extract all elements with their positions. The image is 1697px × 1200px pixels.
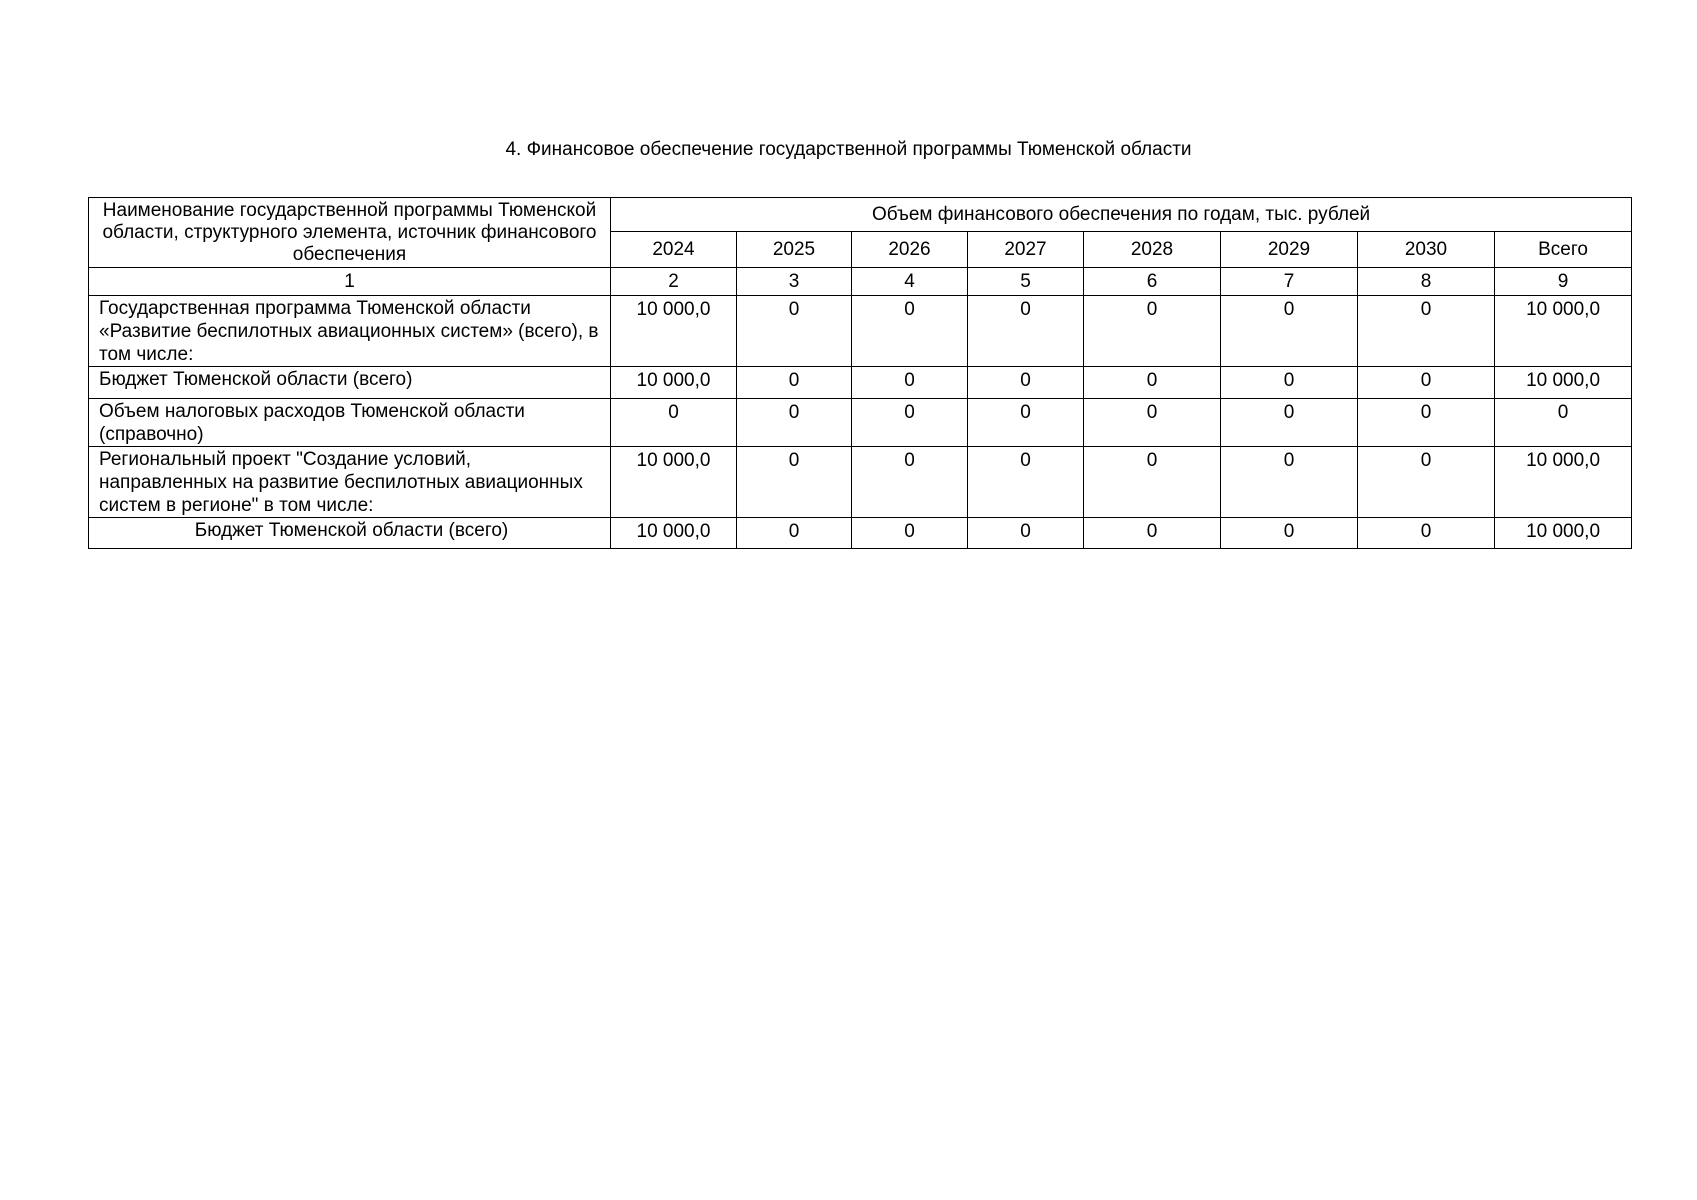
column-number: 3 [737, 268, 852, 296]
table-row [89, 447, 1632, 518]
year-header-2026: 2026 [852, 232, 968, 268]
value-cell: 0 [968, 399, 1084, 447]
year-header-2024: 2024 [611, 232, 737, 268]
value-cell: 0 [737, 399, 852, 447]
name-column-header: Наименование государственной программы Тюменской области, структурного элемента, источник финансового обеспечения [89, 198, 611, 268]
value-cell: 0 [1084, 296, 1221, 367]
table-row [89, 296, 1632, 367]
column-number: 6 [1084, 268, 1221, 296]
value-cell: 0 [737, 447, 852, 518]
value-cell: 0 [852, 447, 968, 518]
year-header-2027: 2027 [968, 232, 1084, 268]
value-cell: 10 000,0 [611, 518, 737, 549]
value-cell: 0 [737, 367, 852, 399]
financing-table [88, 197, 1632, 549]
value-cell: 0 [852, 399, 968, 447]
row-name: Государственная программа Тюменской области «Развитие беспилотных авиационных систем» (всего), в том числе: [89, 296, 611, 367]
value-cell: 0 [852, 518, 968, 549]
column-number: 1 [89, 268, 611, 296]
value-cell: 0 [1358, 518, 1495, 549]
row-name: Бюджет Тюменской области (всего) [89, 367, 611, 399]
column-number: 4 [852, 268, 968, 296]
value-cell: 0 [968, 367, 1084, 399]
value-cell: 10 000,0 [1495, 367, 1632, 399]
year-header-2029: 2029 [1221, 232, 1358, 268]
column-number: 8 [1358, 268, 1495, 296]
header-row-group [89, 198, 1632, 232]
value-cell: 0 [1495, 399, 1632, 447]
value-cell: 0 [1358, 399, 1495, 447]
value-cell: 0 [1084, 518, 1221, 549]
value-cell: 0 [1358, 296, 1495, 367]
value-cell: 0 [1358, 447, 1495, 518]
table-row [89, 399, 1632, 447]
table-row [89, 518, 1632, 549]
value-cell: 10 000,0 [1495, 518, 1632, 549]
value-cell: 0 [1221, 296, 1358, 367]
value-cell: 0 [1084, 447, 1221, 518]
document-title: 4. Финансовое обеспечение государственной программы Тюменской области [505, 139, 1192, 160]
value-cell: 0 [1221, 447, 1358, 518]
column-number: 2 [611, 268, 737, 296]
value-cell: 0 [1221, 367, 1358, 399]
column-number: 5 [968, 268, 1084, 296]
year-header-2025: 2025 [737, 232, 852, 268]
row-name: Объем налоговых расходов Тюменской области (справочно) [89, 399, 611, 447]
value-cell: 0 [1358, 367, 1495, 399]
row-name: Региональный проект "Создание условий, направленных на развитие беспилотных авиационных систем в регионе" в том числе: [89, 447, 611, 518]
column-number: 9 [1495, 268, 1632, 296]
value-cell: 0 [1221, 399, 1358, 447]
year-header-2028: 2028 [1084, 232, 1221, 268]
value-cell: 10 000,0 [611, 296, 737, 367]
value-cell: 10 000,0 [1495, 296, 1632, 367]
table-row [89, 367, 1632, 399]
value-cell: 0 [968, 518, 1084, 549]
value-cell: 10 000,0 [1495, 447, 1632, 518]
value-cell: 0 [1221, 518, 1358, 549]
value-cell: 0 [1084, 399, 1221, 447]
column-number-row [89, 268, 1632, 296]
value-cell: 0 [611, 399, 737, 447]
total-header: Всего [1495, 232, 1632, 268]
year-header-2030: 2030 [1358, 232, 1495, 268]
value-cell: 0 [968, 447, 1084, 518]
value-cell: 10 000,0 [611, 367, 737, 399]
value-cell: 0 [737, 296, 852, 367]
value-cell: 0 [968, 296, 1084, 367]
column-number: 7 [1221, 268, 1358, 296]
funding-group-header: Объем финансового обеспечения по годам, тыс. рублей [611, 198, 1632, 232]
row-name: Бюджет Тюменской области (всего) [89, 518, 611, 549]
value-cell: 0 [737, 518, 852, 549]
value-cell: 0 [1084, 367, 1221, 399]
value-cell: 0 [852, 367, 968, 399]
value-cell: 0 [852, 296, 968, 367]
value-cell: 10 000,0 [611, 447, 737, 518]
